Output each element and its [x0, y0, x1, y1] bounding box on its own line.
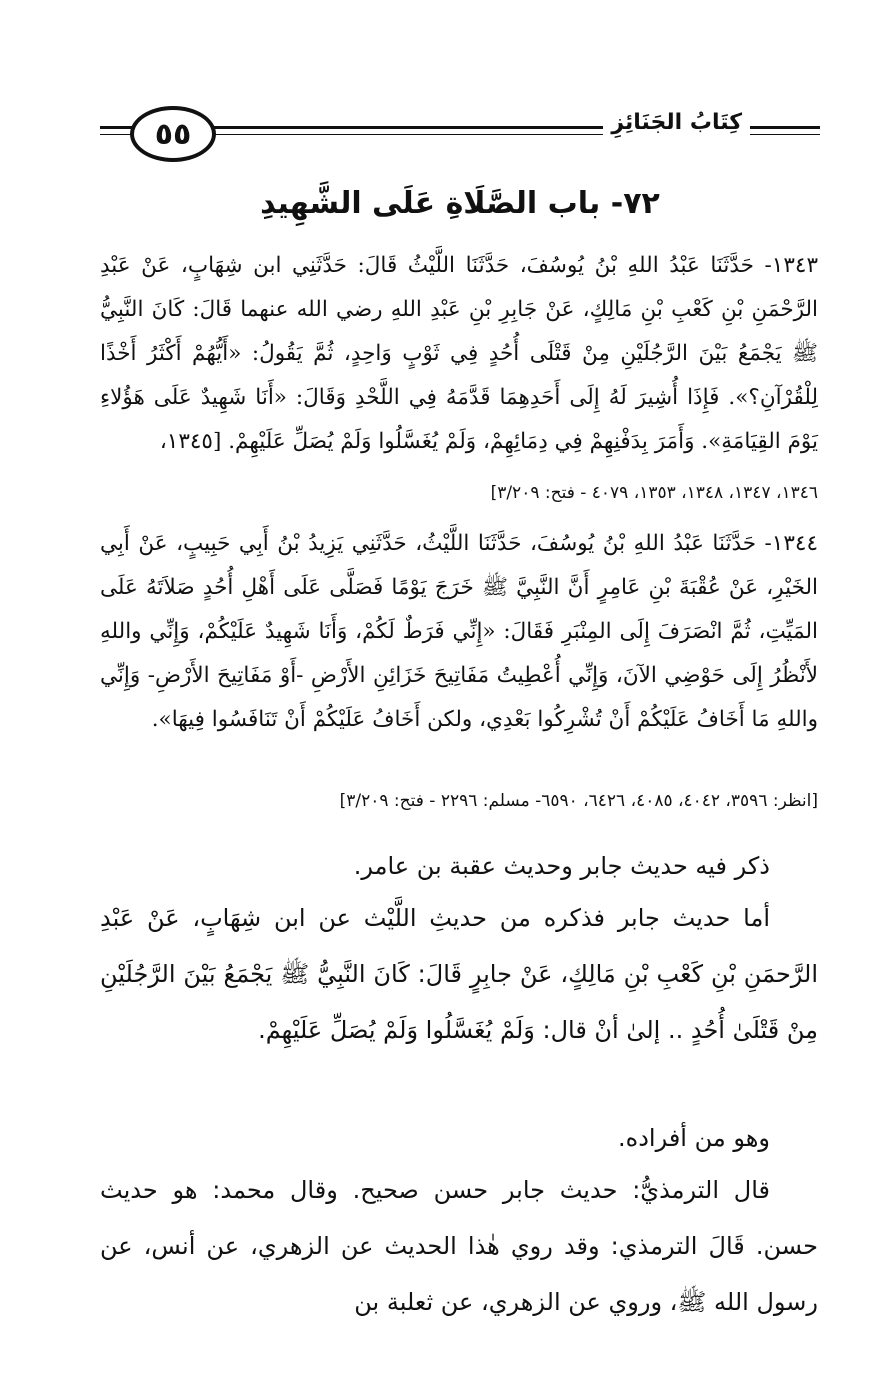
- hadith-1343-references: [100, 478, 818, 508]
- hadith-1344-references: [100, 786, 818, 816]
- hadith-1343: [100, 244, 818, 464]
- book-title: كِتَابُ الجَنَائِزِ: [603, 110, 750, 135]
- hadith-1344: [100, 522, 818, 742]
- commentary-paragraph-2: أما حديث جابر فذكره من حديثِ اللَّيْث عن ابن شِهَابٍ، عَنْ عَبْدِ الرَّحمَنِ بْنِ كَعْبِ بْنِ مَالِكٍ، عَنْ جابِرٍ قَالَ: كَانَ النَّبِيُّ ﷺ يَجْمَعُ بَيْنَ الرَّجُلَيْنِ مِنْ قَتْلَىٰ أُحُدٍ .. إلىٰ أنْ قال: وَلَمْ يُغَسَّلُوا وَلَمْ يُصَلِّ عَلَيْهِمْ.: [100, 904, 818, 1044]
- commentary-paragraph-3: وهو من أفراده.: [618, 1124, 770, 1152]
- commentary-paragraph-1: ذكر فيه حديث جابر وحديث عقبة بن عامر.: [353, 852, 770, 880]
- hadith-1343-refs: ١٣٤٦، ١٣٤٧، ١٣٤٨، ١٣٥٣، ٤٠٧٩ - فتح: ٣/٢٠٩]: [490, 483, 818, 503]
- chapter-title: ٧٢- باب الصَّلَاةِ عَلَى الشَّهِيدِ: [260, 186, 660, 221]
- page-header: [100, 104, 820, 160]
- hadith-1344-refs: [انظر: ٣٥٩٦، ٤٠٤٢، ٤٠٨٥، ٦٤٢٦، ٦٥٩٠- مسلم: ٢٢٩٦ - فتح: ٣/٢٠٩]: [339, 791, 818, 811]
- hadith-1344-text: ١٣٤٤- حَدَّثَنَا عَبْدُ اللهِ بْنُ يُوسُفَ، حَدَّثَنَا اللَّيْثُ، حَدَّثَنِي يَزِيدُ بْنُ أَبِي حَبِيبٍ، عَنْ أَبِي الخَيْرِ، عَنْ عُقْبَةَ بْنِ عَامِرٍ أَنَّ النَّبِيَّ ﷺ خَرَجَ يَوْمًا فَصَلَّى عَلَى أَهْلِ أُحُدٍ صَلاَتَهُ عَلَى المَيِّتِ، ثُمَّ انْصَرَفَ إِلَى المِنْبَرِ فَقَالَ: «إِنِّي فَرَطٌ لَكُمْ، وَأَنَا شَهِيدٌ عَلَيْكُمْ، وَإِنِّي واللهِ لأَنْظُرُ إِلَى حَوْضِي الآنَ، وَإِنِّي أُعْطِيتُ مَفَاتِيحَ خَزَائِنِ الأَرْضِ -أَوْ مَفَاتِيحَ الأَرْضِ- وَإِنِّي واللهِ مَا أَخَافُ عَلَيْكُمْ أَنْ تُشْرِكُوا بَعْدِي، ولكن أَخَافُ عَلَيْكُمْ أَنْ تَنَافَسُوا فِيهَا».: [100, 531, 818, 732]
- commentary-paragraph-4: قال الترمذيُّ: حديث جابر حسن صحيح. وقال محمد: هو حديث حسن. قَالَ الترمذي: وقد روي هٰذا الحديث عن الزهري، عن أنس، عن رسول الله ﷺ، وروي عن الزهري، عن ثعلبة بن: [100, 1176, 818, 1316]
- page-number: ٥٥: [130, 106, 216, 162]
- hadith-1343-text: ١٣٤٣- حَدَّثَنَا عَبْدُ اللهِ بْنُ يُوسُفَ، حَدَّثَنَا اللَّيْثُ قَالَ: حَدَّثَنِي ابن شِهَابٍ، عَنْ عَبْدِ الرَّحْمَنِ بْنِ كَعْبِ بْنِ مَالِكٍ، عَنْ جَابِرِ بْنِ عَبْدِ اللهِ رضي الله عنهما قَالَ: كَانَ النَّبِيُّ ﷺ يَجْمَعُ بَيْنَ الرَّجُلَيْنِ مِنْ قَتْلَى أُحُدٍ فِي ثَوْبٍ وَاحِدٍ، ثُمَّ يَقُولُ: «أَيُّهُمْ أَكْثَرُ أَخْذًا لِلْقُرْآنِ؟». فَإِذَا أُشِيرَ لَهُ إِلَى أَحَدِهِمَا قَدَّمَهُ فِي اللَّحْدِ وَقَالَ: «أَنَا شَهِيدٌ عَلَى هَؤُلاءِ يَوْمَ القِيَامَةِ». وَأَمَرَ بِدَفْنِهِمْ فِي دِمَائِهِمْ، وَلَمْ يُغَسَّلُوا وَلَمْ يُصَلِّ عَلَيْهِمْ. [١٣٤٥،: [100, 253, 818, 454]
